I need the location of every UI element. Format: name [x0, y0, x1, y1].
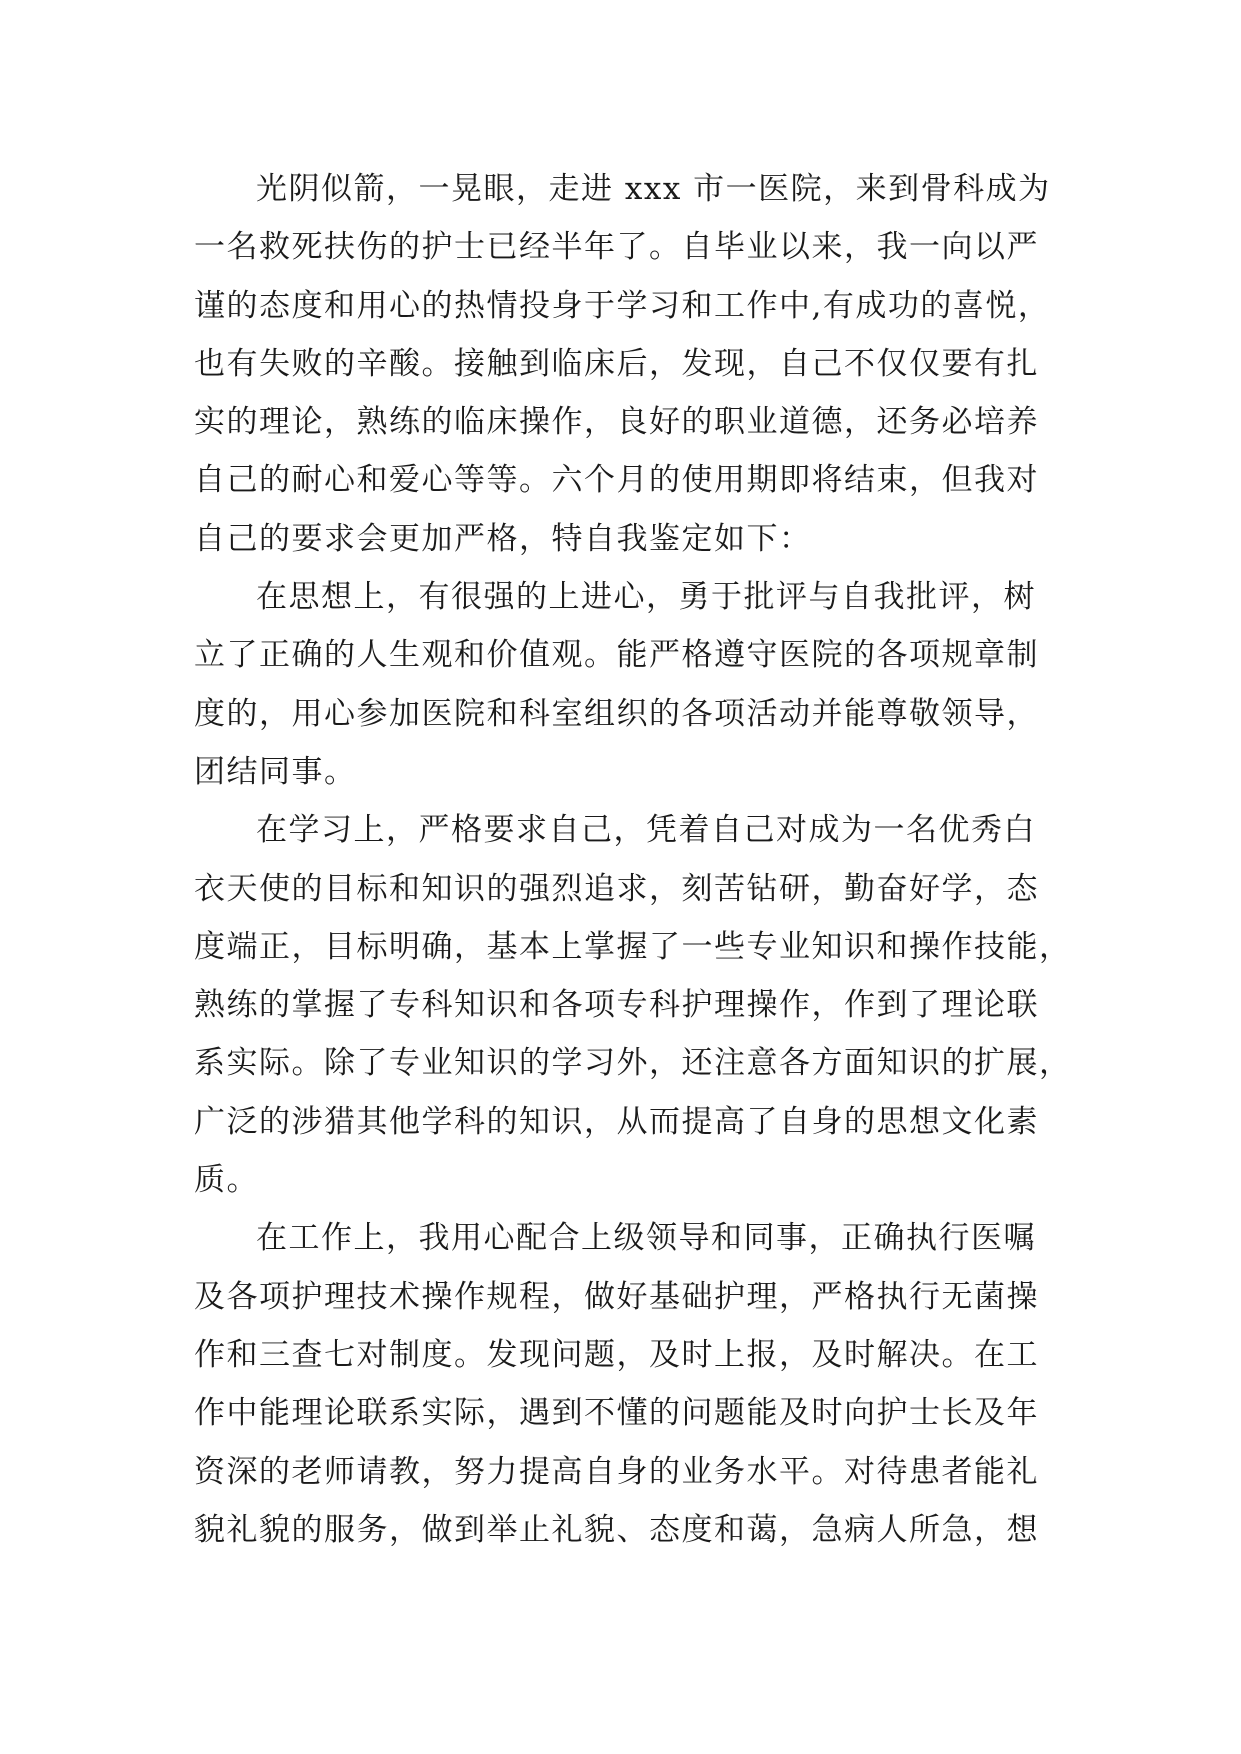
- text-line: 作中能理论联系实际，遇到不懂的问题能及时向护士长及年: [194, 1395, 1039, 1432]
- text-line: 熟练的掌握了专科知识和各项专科护理操作，作到了理论联: [194, 987, 1039, 1024]
- text-line: 广泛的涉猎其他学科的知识，从而提高了自身的思想文化素: [194, 1103, 1039, 1140]
- text-line: 及各项护理技术操作规程，做好基础护理，严格执行无菌操: [194, 1278, 1039, 1315]
- text-line: 在工作上，我用心配合上级领导和同事，正确执行医嘱: [256, 1220, 1036, 1257]
- text-line: 实的理论，熟练的临床操作，良好的职业道德，还务必培养: [194, 404, 1039, 441]
- text-line: 作和三查七对制度。发现问题，及时上报，及时解决。在工: [194, 1336, 1039, 1373]
- text-line: 衣天使的目标和知识的强烈追求，刻苦钻研，勤奋好学，态: [194, 870, 1039, 907]
- text-line: 貌礼貌的服务，做到举止礼貌、态度和蔼，急病人所急，想: [194, 1511, 1039, 1548]
- text-line: 资深的老师请教，努力提高自身的业务水平。对待患者能礼: [194, 1453, 1039, 1490]
- text-line: 也有失败的辛酸。接触到临床后，发现，自己不仅仅要有扎: [194, 345, 1039, 382]
- text-line: 在学习上，严格要求自己，凭着自己对成为一名优秀白: [256, 812, 1036, 849]
- text-line: 光阴似箭，一晃眼，走进 xxx 市一医院，来到骨科成为: [256, 171, 1051, 207]
- text-line: 谨的态度和用心的热情投身于学习和工作中,有成功的喜悦，: [194, 287, 1051, 324]
- text-line: 自己的耐心和爱心等等。六个月的使用期即将结束，但我对: [194, 462, 1039, 499]
- text-line: 在思想上，有很强的上进心，勇于批评与自我批评，树: [256, 579, 1036, 616]
- text-line: 度的，用心参加医院和科室组织的各项活动并能尊敬领导，: [194, 695, 1039, 732]
- text-line: 自己的要求会更加严格，特自我鉴定如下：: [194, 520, 812, 557]
- text-line: 质。: [194, 1162, 259, 1199]
- text-line: 一名救死扶伤的护士已经半年了。自毕业以来，我一向以严: [194, 229, 1039, 266]
- document-body: [194, 160, 1094, 1559]
- text-line: 度端正，目标明确，基本上掌握了一些专业知识和操作技能，: [194, 928, 1072, 965]
- text-line: 立了正确的人生观和价值观。能严格遵守医院的各项规章制: [194, 637, 1039, 674]
- text-line: 团结同事。: [194, 753, 357, 790]
- text-line: 系实际。除了专业知识的学习外，还注意各方面知识的扩展，: [194, 1045, 1072, 1082]
